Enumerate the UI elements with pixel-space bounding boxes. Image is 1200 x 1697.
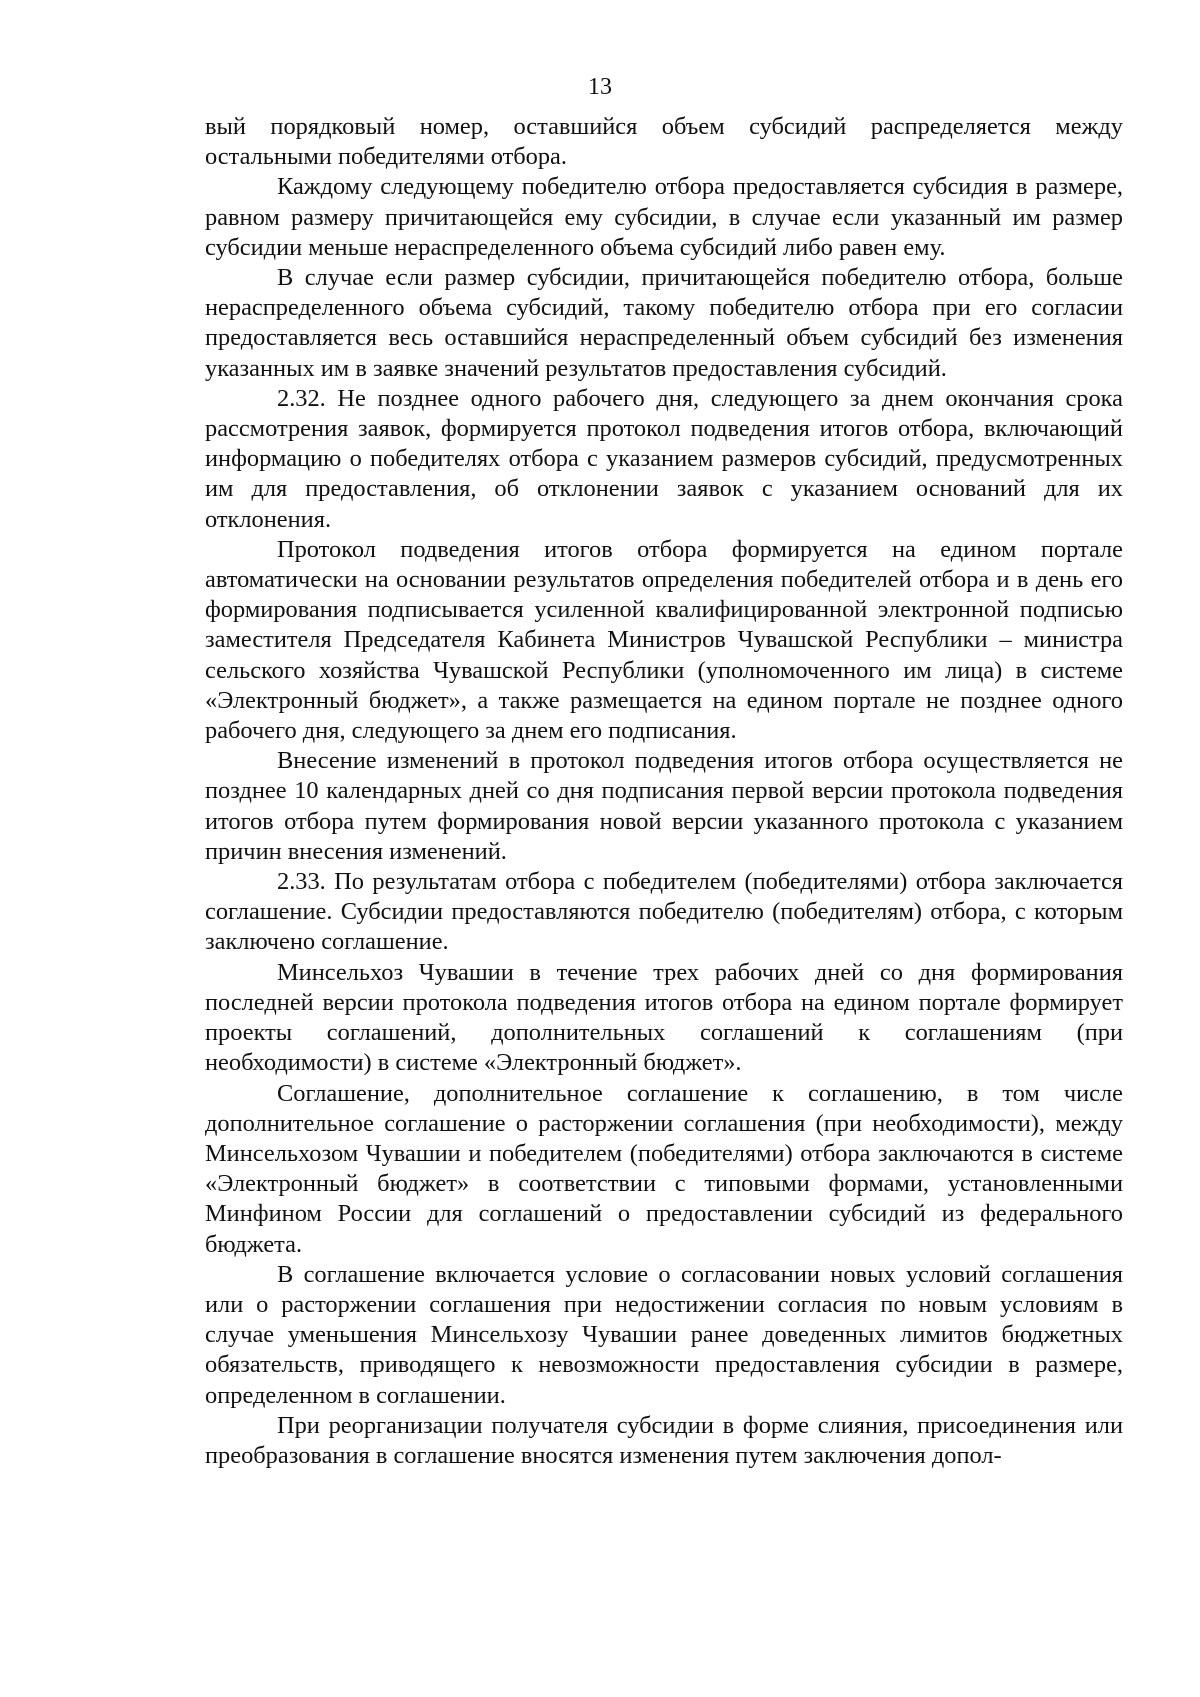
page-number: 13 — [588, 74, 612, 100]
paragraph-3: В случае если размер субсидии, причитающейся победителю отбора, больше нераспределенного объема субсидий, такому победителю отбора при его согласии предоставляется весь оставшийся нераспределенный объем субсидий без изменения указанных им в заявке значений результатов предоставления субсидий. — [205, 264, 1123, 382]
document-body — [205, 112, 1123, 1471]
paragraph-6: Внесение изменений в протокол подведения итогов отбора осуществляется не позднее 10 календарных дней со дня подписания первой версии протокола подведения итогов отбора путем формирования новой версии указанного протокола с указанием причин внесения изменений. — [205, 747, 1123, 865]
paragraph-8: Минсельхоз Чувашии в течение трех рабочих дней со дня формирования последней версии протокола подведения итогов отбора на едином портале формирует проекты соглашений, дополнительных соглашений к соглашениям (при необходимости) в системе «Электронный бюджет». — [205, 958, 1123, 1077]
paragraph-2: Каждому следующему победителю отбора предоставляется субсидия в размере, равном размеру причитающейся ему субсидии, в случае если указанный им размер субсидии меньше нераспределенного объема субсидий либо равен ему. — [205, 173, 1123, 261]
paragraph-7-clause-2-33: 2.33. По результатам отбора с победителем (победителями) отбора заключается соглашение. Субсидии предоставляются победителю (победителям) отбора, с которым заключено соглашение. — [205, 868, 1123, 956]
paragraph-11: При реорганизации получателя субсидии в форме слияния, присоединения или преобразования в соглашение вносятся изменения путем заключения допол- — [205, 1411, 1123, 1469]
paragraph-10: В соглашение включается условие о согласовании новых условий соглашения или о расторжении соглашения при недостижении согласия по новым условиям в случае уменьшения Минсельхозу Чувашии ранее доведенных лимитов бюджетных обязательств, приводящего к невозможности предоставления субсидии в размере, определенном в соглашении. — [205, 1260, 1123, 1409]
paragraph-1: вый порядковый номер, оставшийся объем субсидий распределяется между остальными победителями отбора. — [205, 113, 1123, 171]
paragraph-5: Протокол подведения итогов отбора формируется на едином портале автоматически на основании результатов определения победителей отбора и в день его формирования подписывается усиленной квалифицированной электронной подписью заместителя Председателя Кабинета Министров Чувашской Республики – министра сельского хозяйства Чувашской Республики (уполномоченного им лица) в системе «Электронный бюджет», а также размещается на едином портале не позднее одного рабочего дня, следующего за днем его подписания. — [205, 535, 1123, 745]
paragraph-9: Соглашение, дополнительное соглашение к соглашению, в том числе дополнительное соглашение о расторжении соглашения (при необходимости), между Минсельхозом Чувашии и победителем (победителями) отбора заключаются в системе «Электронный бюджет» в соответствии с типовыми формами, установленными Минфином России для соглашений о предоставлении субсидий из федерального бюджета. — [205, 1079, 1123, 1258]
paragraph-4-clause-2-32: 2.32. Не позднее одного рабочего дня, следующего за днем окончания срока рассмотрения заявок, формируется протокол подведения итогов отбора, включающий информацию о победителях отбора с указанием размеров субсидий, предусмотренных им для предоставления, об отклонении заявок с указанием оснований для их отклонения. — [205, 384, 1123, 533]
